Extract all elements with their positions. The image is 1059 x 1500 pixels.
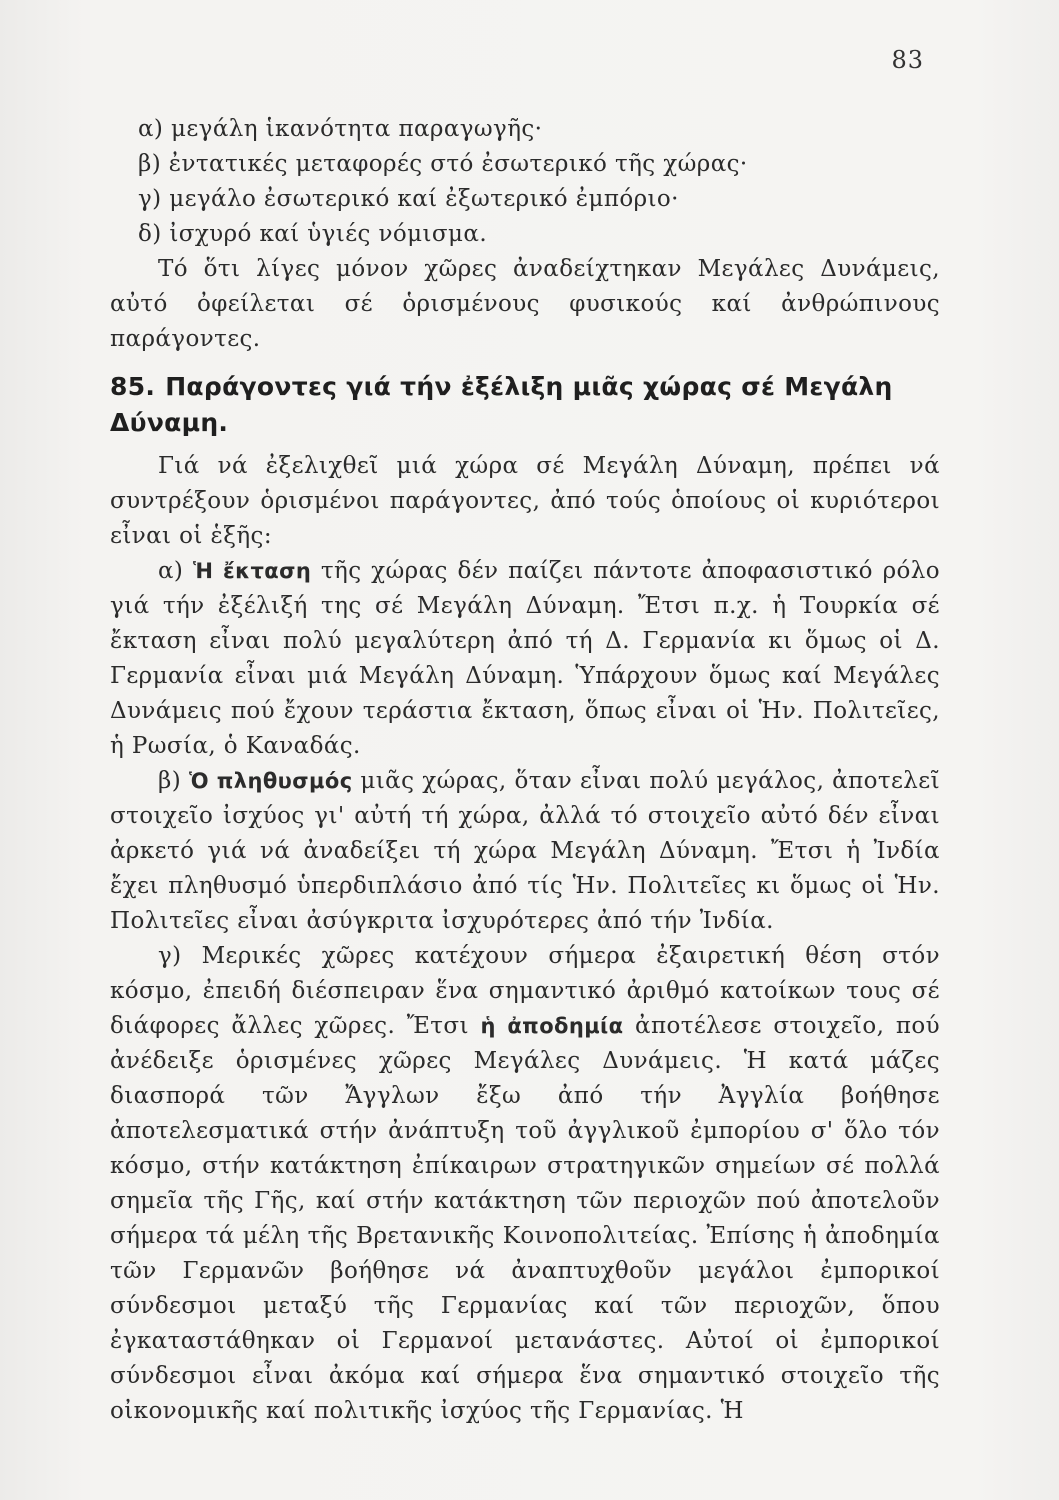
factor-prefix: β): [158, 768, 189, 794]
factor-paragraph-area: [110, 554, 940, 764]
section-number: 85.: [110, 372, 156, 401]
factor-text: ἀποτέλεσε στοιχεῖο, πού ἀνέδειξε ὁρισμένες χῶρες Μεγάλες Δυνάμεις. Ἡ κατά μάζες διασπορά τῶν Ἄγγλων ἔξω ἀπό τήν Ἀγγλία βοήθησε ἀποτελεσματικά στήν ἀνάπτυξη τοῦ ἀγγλικοῦ ἐμπορίου σ' ὅλο τόν κόσμο, στήν κατάκτηση ἐπίκαιρων στρατηγικῶν σημείων σέ πολλά σημεῖα τῆς Γῆς, καί στήν κατάκτηση τῶν περιοχῶν πού ἀποτελοῦν σήμερα τά μέλη τῆς Βρετανικῆς Κοινοπολιτείας. Ἐπίσης ἡ ἀποδημία τῶν Γερμανῶν βοήθησε νά ἀναπτυχθοῦν μεγάλοι ἐμπορικοί σύνδεσμοι μεταξύ τῆς Γερμανίας καί τῶν περιοχῶν, ὅπου ἐγκαταστάθηκαν οἱ Γερμανοί μετανάστες. Αὐτοί οἱ ἐμπορικοί σύνδεσμοι εἶναι ἀκόμα καί σήμερα ἕνα σημαντικό στοιχεῖο τῆς οἰκονομικῆς καί πολιτικῆς ἰσχύος τῆς Γερμανίας. Ἡ: [110, 1013, 940, 1424]
page-body: [110, 112, 940, 1429]
factor-term: Ὁ πληθυσμός: [188, 769, 353, 793]
factor-text: μιᾶς χώρας, ὅταν εἶναι πολύ μεγάλος, ἀποτελεῖ στοιχεῖο ἰσχύος γι' αὐτή τή χώρα, ἀλλά τό στοιχεῖο αὐτό δέν εἶναι ἀρκετό γιά νά ἀναδείξει τή χώρα Μεγάλη Δύναμη. Ἔτσι ἡ Ἰνδία ἔχει πληθυσμό ὑπερδιπλάσιο ἀπό τίς Ἡν. Πολιτεῖες κι ὅμως οἱ Ἡν. Πολιτεῖες εἶναι ἀσύγκριτα ἰσχυρότερες ἀπό τήν Ἰνδία.: [110, 768, 940, 934]
list-item: α) μεγάλη ἱκανότητα παραγωγῆς·: [138, 116, 543, 142]
factor-paragraph-population: [110, 764, 940, 939]
list-item: β) ἐντατικές μεταφορές στό ἐσωτερικό τῆς χώρας·: [138, 151, 748, 177]
section-intro-paragraph: Γιά νά ἐξελιχθεῖ μιά χώρα σέ Μεγάλη Δύναμη, πρέπει νά συντρέξουν ὁρισμένοι παράγοντες, ἀπό τούς ὁποίους οἱ κυριότεροι εἶναι οἱ ἑξῆς:: [110, 453, 940, 549]
factor-term: ἡ ἀποδημία: [480, 1014, 624, 1038]
section-heading: [110, 369, 940, 441]
requirements-list: [110, 112, 940, 252]
list-item: δ) ἰσχυρό καί ὑγιές νόμισμα.: [138, 221, 488, 247]
page-number: 83: [891, 46, 924, 74]
factor-term: Ἡ ἔκταση: [193, 559, 312, 583]
factor-text: τῆς χώρας δέν παίζει πάντοτε ἀποφασιστικό ρόλο γιά τήν ἐξέλιξή της σέ Μεγάλη Δύναμη. Ἔτσι π.χ. ἡ Τουρκία σέ ἔκταση εἶναι πολύ μεγαλύτερη ἀπό τή Δ. Γερμανία κι ὅμως οἱ Δ. Γερμανία εἶναι μιά Μεγάλη Δύναμη. Ὑπάρχουν ὅμως καί Μεγάλες Δυνάμεις πού ἔχουν τεράστια ἔκταση, ὅπως εἶναι οἱ Ἡν. Πολιτεῖες, ἡ Ρωσία, ὁ Καναδάς.: [110, 558, 940, 759]
factor-prefix: γ): [158, 943, 202, 969]
list-item: γ) μεγάλο ἐσωτερικό καί ἐξωτερικό ἐμπόριο·: [138, 186, 679, 212]
factor-prefix: α): [158, 558, 193, 584]
factor-paragraph-emigration: [110, 939, 940, 1429]
intro-paragraph: Τό ὅτι λίγες μόνον χῶρες ἀναδείχτηκαν Μεγάλες Δυνάμεις, αὐτό ὀφείλεται σέ ὁρισμένους φυσικούς καί ἀνθρώπινους παράγοντες.: [110, 256, 940, 352]
section-title: Παράγοντες γιά τήν ἐξέλιξη μιᾶς χώρας σέ Μεγάλη Δύναμη.: [110, 372, 893, 437]
factor-text: Μερικές χῶρες κατέχουν σήμερα ἐξαιρετική θέση στόν κόσμο, ἐπειδή διέσπειραν ἕνα σημαντικό ἀριθμό κατοίκων τους σέ διάφορες ἄλλες χῶρες. Ἔτσι: [110, 943, 940, 1039]
